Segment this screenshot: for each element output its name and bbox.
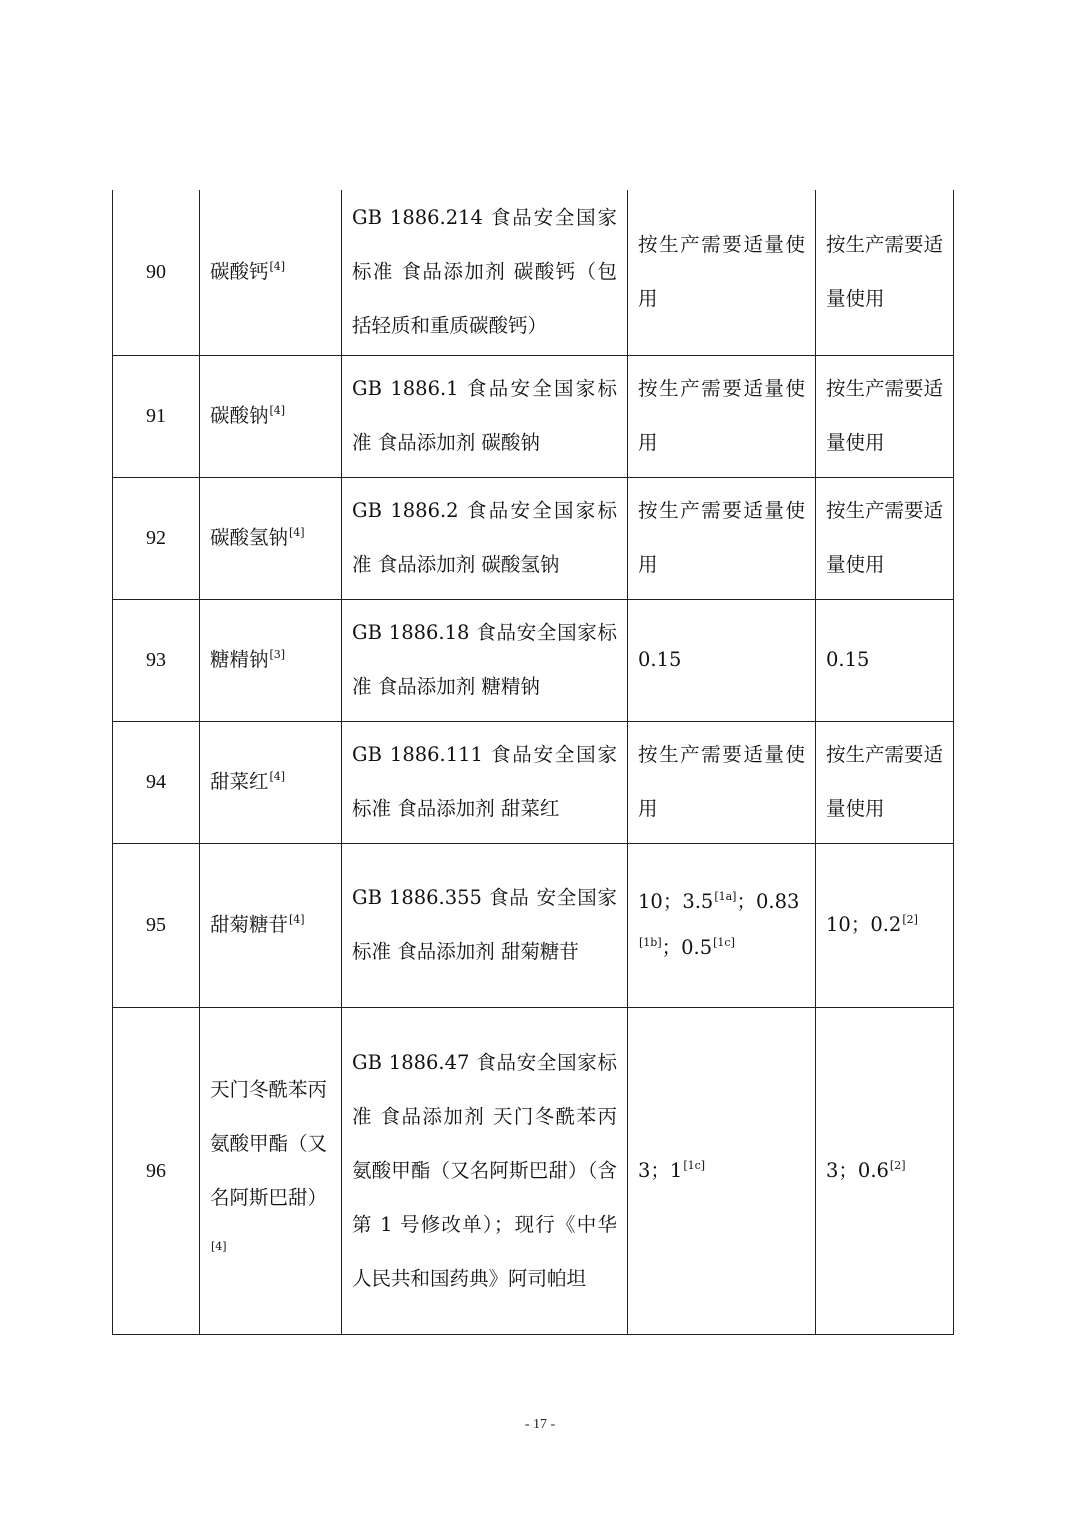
limit-ref: [1c] bbox=[713, 936, 735, 949]
additive-name-ref: [4] bbox=[211, 1239, 227, 1253]
limit-col4: 按生产需要适量使用 bbox=[628, 721, 816, 843]
table-row bbox=[113, 599, 954, 721]
limit-ref: [2] bbox=[902, 913, 918, 926]
additive-name-ref: [4] bbox=[269, 260, 286, 274]
additive-name bbox=[200, 721, 342, 843]
limit-col4: 按生产需要适量使用 bbox=[628, 355, 816, 477]
additive-name-text: 甜菊糖苷 bbox=[210, 913, 289, 936]
limit-ref: [1a] bbox=[714, 890, 737, 903]
limit-col5: 0.15 bbox=[816, 599, 954, 721]
limit-col4: 0.15 bbox=[628, 599, 816, 721]
limit-col4 bbox=[628, 843, 816, 1007]
additive-name bbox=[200, 190, 342, 355]
additive-name-ref: [4] bbox=[289, 526, 305, 539]
limit-col5: 按生产需要适量使用 bbox=[816, 355, 954, 477]
table-row bbox=[113, 477, 954, 599]
additive-name-ref: [4] bbox=[289, 913, 305, 926]
table-row bbox=[113, 1007, 954, 1334]
standard-text: GB 1886.214 食品安全国家标准 食品添加剂 碳酸钙（包括轻质和重质碳酸钙） bbox=[342, 190, 628, 355]
limit-value: 3；1 bbox=[638, 1158, 683, 1182]
limit-ref: [1c] bbox=[683, 1158, 706, 1172]
additive-name-text: 碳酸钠 bbox=[210, 404, 269, 427]
limit-col4 bbox=[628, 1007, 816, 1334]
standard-text: GB 1886.111 食品安全国家标准 食品添加剂 甜菜红 bbox=[342, 721, 628, 843]
row-number: 95 bbox=[113, 843, 200, 1007]
additive-name bbox=[200, 477, 342, 599]
limit-col5: 按生产需要适量使用 bbox=[816, 477, 954, 599]
additive-name-text: 甜菜红 bbox=[210, 770, 269, 793]
table-row bbox=[113, 190, 954, 355]
row-number: 96 bbox=[113, 1007, 200, 1334]
standard-text: GB 1886.47 食品安全国家标准 食品添加剂 天门冬酰苯丙氨酸甲酯（又名阿斯巴甜）（含第 1 号修改单）；现行《中华人民共和国药典》阿司帕坦 bbox=[342, 1007, 628, 1334]
additive-name-text: 糖精钠 bbox=[210, 648, 269, 671]
additive-name bbox=[200, 599, 342, 721]
additive-name-text: 碳酸钙 bbox=[210, 260, 269, 284]
page-number: - 17 - bbox=[524, 1417, 556, 1432]
additive-name-ref: [4] bbox=[269, 770, 286, 783]
limit-ref: [1b] bbox=[639, 936, 662, 949]
row-number: 93 bbox=[113, 599, 200, 721]
limit-col4: 按生产需要适量使用 bbox=[628, 477, 816, 599]
limit-value: ；0.5 bbox=[661, 936, 713, 959]
row-number: 94 bbox=[113, 721, 200, 843]
additive-name-ref: [3] bbox=[269, 648, 286, 661]
table-row bbox=[113, 843, 954, 1007]
row-number: 91 bbox=[113, 355, 200, 477]
limit-value: 3；0.6 bbox=[826, 1158, 889, 1182]
table-row bbox=[113, 355, 954, 477]
row-number: 90 bbox=[113, 190, 200, 355]
additive-table bbox=[112, 190, 954, 1335]
limit-ref: [2] bbox=[889, 1158, 906, 1172]
limit-value: 10；3.5 bbox=[638, 890, 714, 913]
additive-name bbox=[200, 355, 342, 477]
standard-text: GB 1886.2 食品安全国家标准 食品添加剂 碳酸氢钠 bbox=[342, 477, 628, 599]
additive-name bbox=[200, 843, 342, 1007]
additive-name-ref: [4] bbox=[269, 404, 286, 417]
additive-name-text: 碳酸氢钠 bbox=[210, 526, 289, 549]
limit-col4: 按生产需要适量使用 bbox=[628, 190, 816, 355]
additive-name bbox=[200, 1007, 342, 1334]
standard-text: GB 1886.355 食品 安全国家标准 食品添加剂 甜菊糖苷 bbox=[342, 843, 628, 1007]
limit-col5 bbox=[816, 1007, 954, 1334]
standard-text: GB 1886.18 食品安全国家标准 食品添加剂 糖精钠 bbox=[342, 599, 628, 721]
limit-value: ；0.83 bbox=[736, 890, 800, 913]
limit-col5: 按生产需要适量使用 bbox=[816, 190, 954, 355]
additive-name-text: 天门冬酰苯丙氨酸甲酯（又名阿斯巴甜） bbox=[210, 1077, 328, 1209]
row-number: 92 bbox=[113, 477, 200, 599]
limit-col5: 按生产需要适量使用 bbox=[816, 721, 954, 843]
limit-col5 bbox=[816, 843, 954, 1007]
table-row bbox=[113, 721, 954, 843]
standard-text: GB 1886.1 食品安全国家标准 食品添加剂 碳酸钠 bbox=[342, 355, 628, 477]
limit-value: 10；0.2 bbox=[826, 913, 902, 936]
